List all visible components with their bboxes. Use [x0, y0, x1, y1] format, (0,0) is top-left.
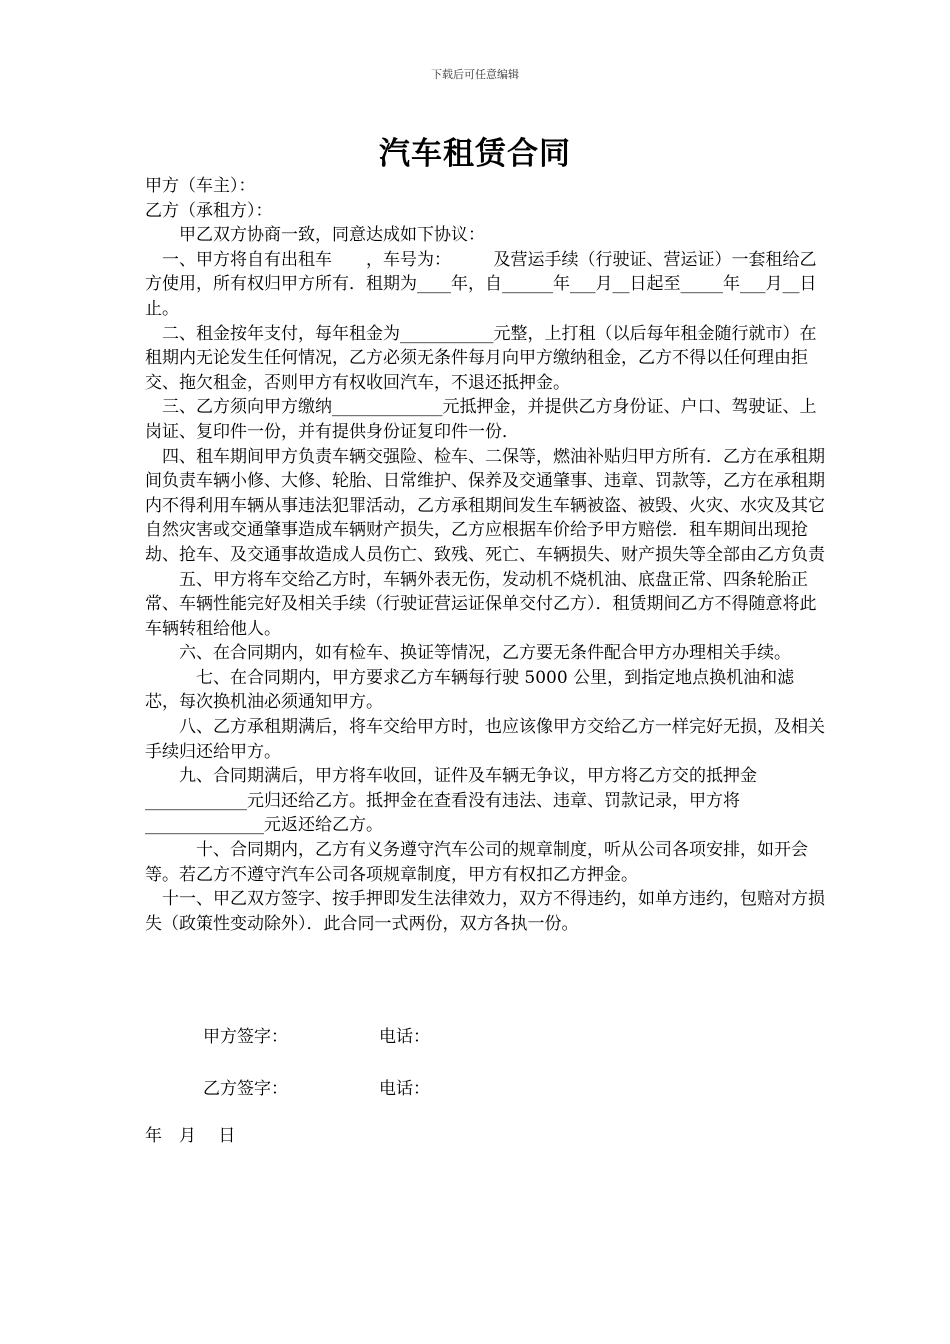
party-b-line: 乙方（承租方）：: [145, 200, 273, 221]
date-line: 年 月 日: [145, 1126, 236, 1146]
clause-2: 二、租金按年支付，每年租金为___________元整，上打租（以后每年租金随行就市）在租期内无论发生任何情况，乙方必须无条件每月向甲方缴纳租金，乙方不得以任何理由拒交、拖欠租金，否则甲方有权收回汽车，不退还抵押金。: [145, 323, 817, 393]
clause-8: 八、乙方承租期满后，将车交给甲方时，也应该像甲方交给乙方一样完好无损，及相关手续归还给甲方。: [145, 717, 825, 762]
contract-body: [145, 174, 825, 936]
party-a-line: 甲方（车主）：: [145, 176, 256, 196]
clause-4: 四、租车期间甲方负责车辆交强险、检车、二保等，燃油补贴归甲方所有．乙方在承租期间负责车辆小修、大修、轮胎、日常维护、保养及交通肇事、违章、罚款等，乙方在承租期内不得利用车辆从事违法犯罪活动，乙方承租期间发生车辆被盗、被毁、火灾、水灾及其它自然灾害或交通肇事造成车辆财产损失，乙方应根据车价给予甲方赔偿．租车期间出现抢劫、抢车、及交通事故造成人员伤亡、致残、死亡、车辆损失、财产损失等全部由乙方负责: [145, 446, 825, 565]
clause-3: 三、乙方须向甲方缴纳_____________元抵押金，并提供乙方身份证、户口、驾驶证、上岗证、复印件一份，并有提供身份证复印件一份．: [145, 397, 817, 442]
clause-6: 六、在合同期内，如有检车、换证等情况，乙方要无条件配合甲方办理相关手续。: [145, 643, 791, 664]
party-a-signature-label: 甲方签字：: [203, 1027, 288, 1047]
party-b-phone-label: 电话：: [379, 1079, 430, 1099]
party-a-signature-row: [203, 1022, 430, 1047]
document-title: 汽车租赁合同: [379, 136, 571, 172]
clause-10: 十、合同期内，乙方有义务遵守汽车公司的规章制度，听从公司各项安排，如开会等。若乙方不遵守汽车公司各项规章制度，甲方有权扣乙方押金。: [145, 840, 808, 885]
party-b-signature-row: [203, 1074, 430, 1099]
clause-5: 五、甲方将车交给乙方时，车辆外表无伤，发动机不烧机油、底盘正常、四条轮胎正常、车辆性能完好及相关手续（行驶证营运证保单交付乙方）．租赁期间乙方不得随意将此车辆转租给他人。: [145, 569, 817, 639]
party-b-signature-label: 乙方签字：: [203, 1079, 288, 1099]
clause-9: 九、合同期满后，甲方将车收回，证件及车辆无争议，甲方将乙方交的抵押金____________元归还给乙方。抵押金在查看没有违法、违章、罚款记录，甲方将______________元返还给乙方。: [145, 766, 757, 836]
clause-1: 一、甲方将自有出租车 ，车号为： 及营运手续（行驶证、营运证）一套租给乙方使用，所有权归甲方所有．租期为____年，自______年___月__日起至_____年___月__日止。: [145, 249, 817, 319]
header-note: 下载后可任意编辑: [431, 68, 519, 81]
paragraph-intro: 甲乙双方协商一致，同意达成如下协议：: [145, 225, 485, 246]
clause-11: 十一、甲乙双方签字、按手押即发生法律效力，双方不得违约，如单方违约，包赔对方损失（政策性变动除外）．此合同一式两份，双方各执一份。: [145, 889, 825, 934]
clause-7: 七、在合同期内，甲方要求乙方车辆每行驶 5000 公里，到指定地点换机油和滤芯，每次换机油必须通知甲方。: [145, 667, 795, 713]
party-a-phone-label: 电话：: [379, 1027, 430, 1047]
